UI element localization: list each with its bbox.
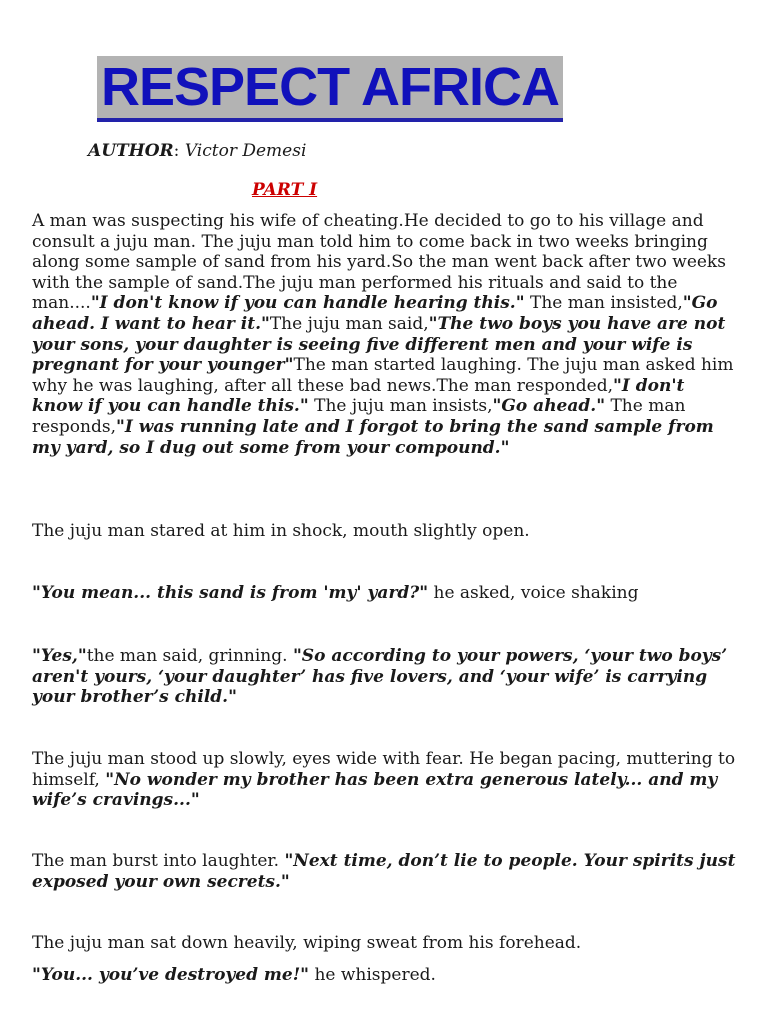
story-paragraph-3 xyxy=(32,583,736,604)
narration-text: the man said, grinning. xyxy=(86,646,293,666)
story-paragraph-1 xyxy=(32,211,736,458)
narration-text: The man responds, xyxy=(32,396,686,437)
quote-text: "I was running late and I forgot to bring the sand sample from my yard, so I dug out some from your compound." xyxy=(32,416,714,458)
quote-text: "No wonder my brother has been extra generous lately... and my wife’s cravings..." xyxy=(32,769,718,811)
author-name: Victor Demesi xyxy=(184,141,307,161)
quote-text: "Go ahead. I want to hear it." xyxy=(32,293,718,334)
quote-text: "I don't know if you can handle this." xyxy=(32,375,685,417)
story-paragraph-5 xyxy=(32,749,736,811)
author-label: AUTHOR xyxy=(88,141,174,161)
part-heading: PART I xyxy=(252,180,318,200)
author-separator: : xyxy=(173,141,185,161)
narration-text: he whispered. xyxy=(309,965,436,985)
narration-text: The juju man said, xyxy=(269,313,429,334)
quote-text: "Yes," xyxy=(32,646,87,666)
story-paragraph-8 xyxy=(32,965,736,986)
narration-text: The juju man sat down heavily, wiping sweat from his forehead. xyxy=(32,933,582,953)
narration-text: The man burst into laughter. xyxy=(32,851,285,871)
narration-text: A man was suspecting his wife of cheating.He decided to go to his village and consult a juju man. The juju man told him to come back in two weeks bringing along some sample of sand from his yard.So the man went back after two weeks with the sample of sand.The juju man performed his rituals and said to the man.... xyxy=(32,211,726,314)
quote-text: "So according to your powers, ‘your two boys’ aren't yours, ‘your daughter’ has five lovers, and ‘your wife’ is carrying your brother’s child." xyxy=(32,646,728,708)
narration-text: The man insisted, xyxy=(524,293,683,314)
quote-text: "Go ahead." xyxy=(492,396,606,417)
story-paragraph-4 xyxy=(32,646,736,708)
title-banner xyxy=(97,56,563,122)
quote-text: "I don't know if you can handle hearing this." xyxy=(90,293,525,314)
story-paragraph-6 xyxy=(32,851,736,892)
narration-text: The juju man insists, xyxy=(308,396,493,417)
story-paragraph-7 xyxy=(32,933,736,954)
quote-text: "You mean... this sand is from 'my' yard?" xyxy=(32,583,429,603)
narration-text: The juju man stared at him in shock, mouth slightly open. xyxy=(32,521,530,541)
story-paragraph-2 xyxy=(32,521,736,542)
quote-text: "You... you’ve destroyed me!" xyxy=(32,965,310,985)
quote-text: "The two boys you have are not your sons, your daughter is seeing five different men and your wife is pregnant for your younger" xyxy=(32,313,726,376)
document-title: RESPECT AFRICA xyxy=(101,57,560,117)
narration-text: he asked, voice shaking xyxy=(428,583,639,603)
narration-text: The man started laughing. The juju man asked him why he was laughing, after all these bad news.The man responded, xyxy=(32,355,734,396)
author-line xyxy=(88,141,306,161)
quote-text: "Next time, don’t lie to people. Your spirits just exposed your own secrets." xyxy=(32,851,736,892)
narration-text: The juju man stood up slowly, eyes wide with fear. He began pacing, muttering to himself, xyxy=(32,749,736,790)
